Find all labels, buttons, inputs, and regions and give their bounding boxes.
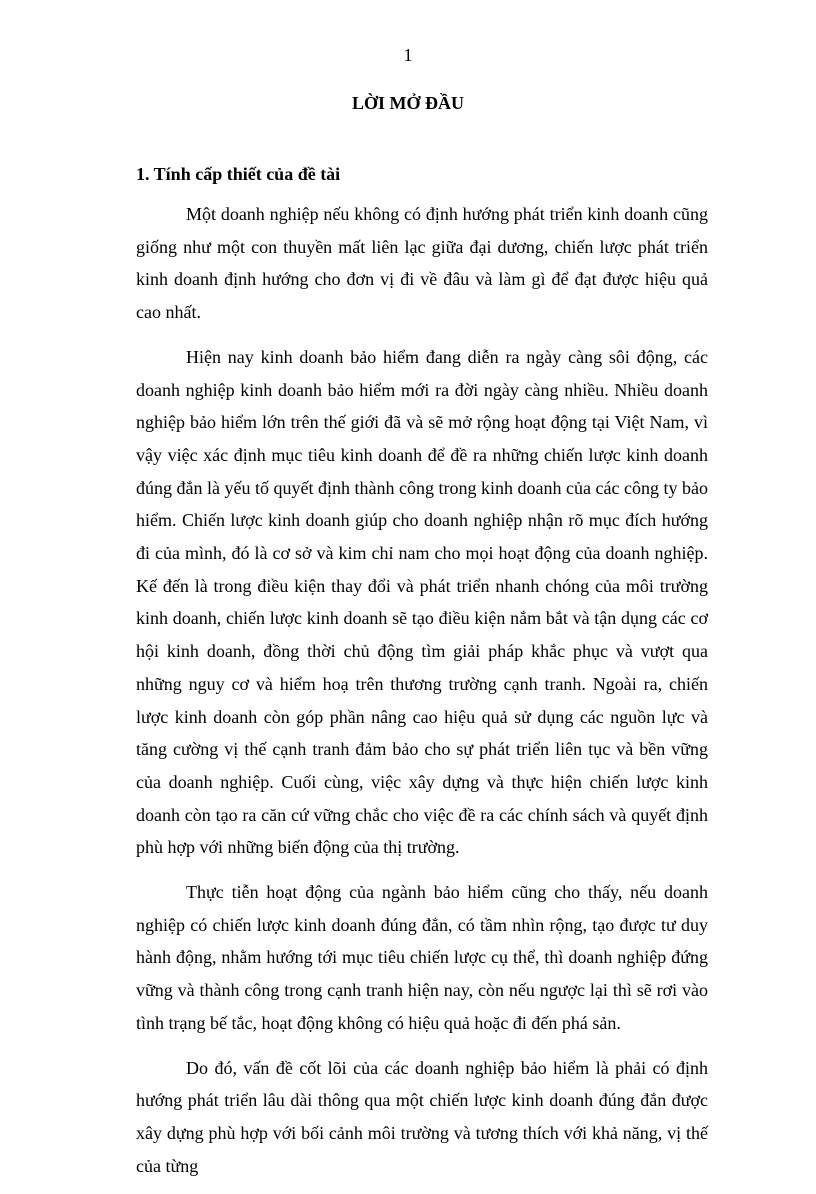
section-content bbox=[136, 158, 708, 1194]
page-title: LỜI MỞ ĐẦU bbox=[352, 93, 464, 113]
paragraph-1: Một doanh nghiệp nếu không có định hướng phát triển kinh doanh cũng giống như một con thuyền mất liên lạc giữa đại dương, chiến lược phát triển kinh doanh định hướng cho đơn vị đi về đâu và làm gì để đạt được hiệu quả cao nhất. bbox=[136, 204, 708, 323]
paragraph-4: Do đó, vấn đề cốt lõi của các doanh nghiệp bảo hiểm là phải có định hướng phát triển lâu dài thông qua một chiến lược kinh doanh đúng đắn được xây dựng phù hợp với bối cảnh môi trường và tương thích với khả năng, vị thế của từng bbox=[136, 1057, 708, 1176]
paragraph-3: Thực tiễn hoạt động của ngành bảo hiểm cũng cho thấy, nếu doanh nghiệp có chiến lược kinh doanh đúng đắn, có tầm nhìn rộng, tạo được tư duy hành động, nhằm hướng tới mục tiêu chiến lược cụ thể, thì doanh nghiệp đứng vững và thành công trong cạnh tranh hiện nay, còn nếu ngược lại thì sẽ rơi vào tình trạng bế tắc, hoạt động không có hiệu quả hoặc đi đến phá sản. bbox=[136, 882, 708, 1033]
page-number: 1 bbox=[403, 45, 413, 65]
section-heading: 1. Tính cấp thiết của đề tài bbox=[136, 164, 341, 184]
paragraph-2: Hiện nay kinh doanh bảo hiểm đang diễn ra ngày càng sôi động, các doanh nghiệp kinh doanh bảo hiểm mới ra đời ngày càng nhiều. Nhiều doanh nghiệp bảo hiểm lớn trên thế giới đã và sẽ mở rộng hoạt động tại Việt Nam, vì vậy việc xác định mục tiêu kinh doanh để đề ra những chiến lược kinh doanh đúng đắn là yếu tố quyết định thành công trong kinh doanh của các công ty bảo hiểm. Chiến lược kinh doanh giúp cho doanh nghiệp nhận rõ mục đích hướng đi của mình, đó là cơ sở và kim chỉ nam cho mọi hoạt động của doanh nghiệp. Kế đến là trong điều kiện thay đổi và phát triển nhanh chóng của môi trường kinh doanh, chiến lược kinh doanh sẽ tạo điều kiện nắm bắt và tận dụng các cơ hội kinh doanh, đồng thời chủ động tìm giải pháp khắc phục và vượt qua những nguy cơ và hiểm hoạ trên thương trường cạnh tranh. Ngoài ra, chiến lược kinh doanh còn góp phần nâng cao hiệu quả sử dụng các nguồn lực và tăng cường vị thế cạnh tranh đảm bảo cho sự phát triển liên tục và bền vững của doanh nghiệp. Cuối cùng, việc xây dựng và thực hiện chiến lược kinh doanh còn tạo ra căn cứ vững chắc cho việc đề ra các chính sách và quyết định phù hợp với những biến động của thị trường. bbox=[136, 346, 708, 858]
